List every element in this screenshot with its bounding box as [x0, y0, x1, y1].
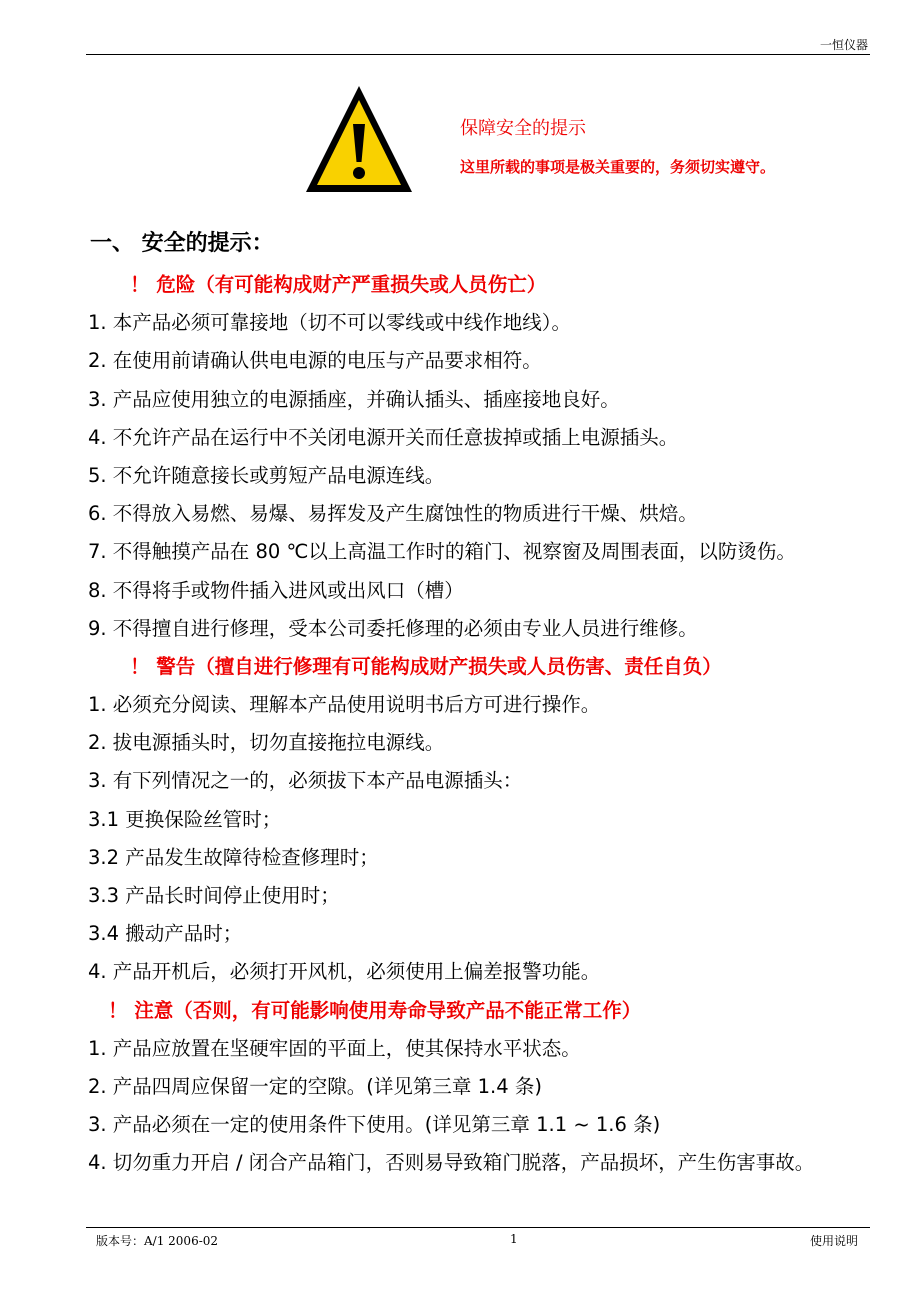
list-item: 1. 必须充分阅读、理解本产品使用说明书后方可进行操作。 — [88, 693, 601, 717]
list-item: 3.3 产品长时间停止使用时； — [88, 884, 340, 907]
list-item: 3.4 搬动产品时； — [88, 922, 243, 946]
list-item: 3. 产品应使用独立的电源插座，并确认插头、插座接地良好。 — [88, 387, 620, 411]
list-item: 9. 不得擅自进行修理，受本公司委托修理的必须由专业人员进行维修。 — [88, 616, 698, 640]
header-rule — [86, 54, 870, 55]
safety-notice — [460, 116, 775, 178]
notice-text: 这里所载的事项是极关重要的，务须切实遵守。 — [460, 158, 776, 176]
list-item: 1. 本产品必须可靠接地（切不可以零线或中线作地线）。 — [88, 311, 572, 335]
footer-rule — [86, 1227, 870, 1228]
warning-heading: ！ 警告（擅自进行修理有可能构成财产损失或人员伤害、责任自负） — [130, 654, 722, 678]
list-item: 3.2 产品发生故障待检查修理时； — [88, 845, 379, 869]
list-item: 4. 产品开机后，必须打开风机，必须使用上偏差报警功能。 — [88, 960, 601, 984]
list-item: 7. 不得触摸产品在 80 ℃以上高温工作时的箱门、视察窗及周围表面，以防烫伤。 — [88, 540, 796, 564]
warning-triangle-icon — [304, 84, 414, 194]
list-item: 5. 不允许随意接长或剪短产品电源连线。 — [88, 463, 445, 487]
list-item: 3. 有下列情况之一的，必须拔下本产品电源插头： — [88, 769, 523, 793]
safety-content — [88, 266, 878, 1183]
page-number: 1 — [510, 1232, 518, 1246]
list-item: 3.1 更换保险丝管时； — [88, 807, 282, 831]
list-item: 4. 切勿重力开启 / 闭合产品箱门，否则易导致箱门脱落，产品损坏，产生伤害事故。 — [88, 1151, 815, 1175]
notice-title: 保障安全的提示 — [460, 118, 586, 139]
footer-version: 版本号：A/1 2006-02 — [96, 1234, 219, 1248]
list-item: 1. 产品应放置在坚硬牢固的平面上，使其保持水平状态。 — [88, 1036, 581, 1060]
list-item: 2. 在使用前请确认供电电源的电压与产品要求相符。 — [88, 349, 542, 373]
caution-heading: ！ 注意（否则，有可能影响使用寿命导致产品不能正常工作） — [108, 998, 642, 1022]
list-item: 6. 不得放入易燃、易爆、易挥发及产生腐蚀性的物质进行干燥、烘焙。 — [88, 502, 698, 526]
list-item: 8. 不得将手或物件插入进风或出风口（槽） — [88, 578, 464, 602]
list-item: 2. 拔电源插头时，切勿直接拖拉电源线。 — [88, 731, 445, 755]
list-item: 4. 不允许产品在运行中不关闭电源开关而任意拔掉或插上电源插头。 — [88, 425, 679, 449]
list-item: 3. 产品必须在一定的使用条件下使用。(详见第三章 1.1 ~ 1.6 条) — [88, 1113, 661, 1137]
footer-doc-type: 使用说明 — [809, 1234, 858, 1248]
section-heading: 一、 安全的提示： — [90, 231, 274, 256]
list-item: 2. 产品四周应保留一定的空隙。(详见第三章 1.4 条) — [88, 1074, 542, 1098]
header-brand: 一恒仪器 — [819, 38, 868, 52]
danger-heading: ！ 危险（有可能构成财产严重损失或人员伤亡） — [130, 273, 547, 296]
